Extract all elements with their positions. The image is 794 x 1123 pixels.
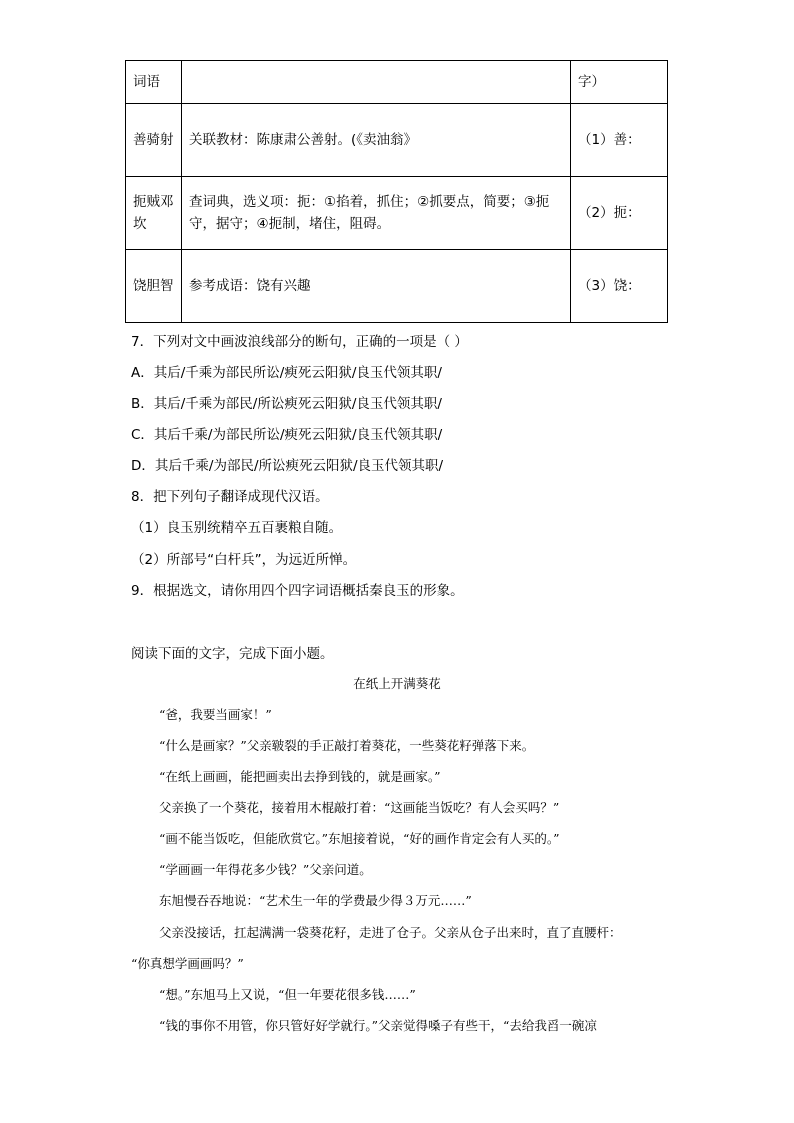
- question-9: 9．根据选文，请你用四个四字词语概括秦良玉的形象。: [131, 583, 464, 599]
- table-header-cell: 词语: [126, 61, 182, 104]
- story-paragraph: 东旭慢吞吞地说：“艺术生一年的学费最少得３万元……”: [159, 893, 472, 908]
- word-cell: 饶胆智: [126, 250, 182, 323]
- table-header-row: [126, 61, 668, 104]
- table-row: [126, 104, 668, 177]
- table-header-cell: [182, 61, 571, 104]
- story-paragraph: “想。”东旭马上又说，“但一年要花很多钱……”: [159, 987, 416, 1002]
- question-8-1: （1）良玉别统精卒五百裹粮自随。: [131, 520, 343, 536]
- answer-cell: （2）扼：: [571, 177, 668, 250]
- table-row: [126, 177, 668, 250]
- answer-cell: （3）饶：: [571, 250, 668, 323]
- vocabulary-table: [125, 60, 668, 323]
- word-cell: 善骑射: [126, 104, 182, 177]
- story-paragraph: “在纸上画画，能把画卖出去挣到钱的，就是画家。”: [159, 769, 441, 784]
- method-cell: 参考成语：饶有兴趣: [182, 250, 571, 323]
- table-row: [126, 250, 668, 323]
- story-paragraph: 父亲没接话，扛起满满一袋葵花籽，走进了仓子。父亲从仓子出来时，直了直腰杆：: [159, 925, 622, 940]
- method-cell: 关联教材：陈康肃公善射。(《卖油翁》: [182, 104, 571, 177]
- story-paragraph: 父亲换了一个葵花，接着用木棍敲打着：“这画能当饭吃？有人会买吗？”: [159, 800, 560, 815]
- story-paragraph: “什么是画家？”父亲皲裂的手正敲打着葵花，一些葵花籽弹落下来。: [159, 738, 535, 753]
- word-cell: 扼贼邓坎: [126, 177, 182, 250]
- reading-instruction: 阅读下面的文字，完成下面小题。: [131, 646, 334, 662]
- story-title: 在纸上开满葵花: [353, 676, 441, 691]
- story-paragraph: “钱的事你不用管，你只管好好学就行。”父亲觉得嗓子有些干，“去给我舀一碗凉: [159, 1018, 597, 1033]
- question-8: 8．把下列句子翻译成现代汉语。: [131, 489, 329, 505]
- option-b: B．其后/千乘为部民/所讼瘐死云阳狱/良玉代领其职/: [131, 396, 442, 412]
- story-paragraph: “学画画一年得花多少钱？”父亲问道。: [159, 862, 372, 877]
- question-8-2: （2）所部号“白杆兵”，为远近所惮。: [131, 552, 357, 568]
- option-a: A．其后/千乘为部民所讼/瘐死云阳狱/良玉代领其职/: [131, 365, 442, 381]
- table-header-cell: 字）: [571, 61, 668, 104]
- method-cell: 查词典，选义项：扼：①掐着，抓住；②抓要点，简要；③扼守，据守；④扼制，堵住，阻碍。: [182, 177, 571, 250]
- story-paragraph: “爸，我要当画家！”: [159, 707, 272, 722]
- answer-cell: （1）善：: [571, 104, 668, 177]
- option-d: D．其后千乘/为部民/所讼瘐死云阳狱/良玉代领其职/: [131, 458, 444, 474]
- story-paragraph: “你真想学画画吗？”: [131, 956, 244, 971]
- question-7: 7．下列对文中画波浪线部分的断句，正确的一项是（ ）: [131, 334, 468, 350]
- story-paragraph: “画不能当饭吃，但能欣赏它。”东旭接着说，“好的画作肯定会有人买的。”: [159, 831, 560, 846]
- option-c: C．其后千乘/为部民所讼/瘐死云阳狱/良玉代领其职/: [131, 427, 443, 443]
